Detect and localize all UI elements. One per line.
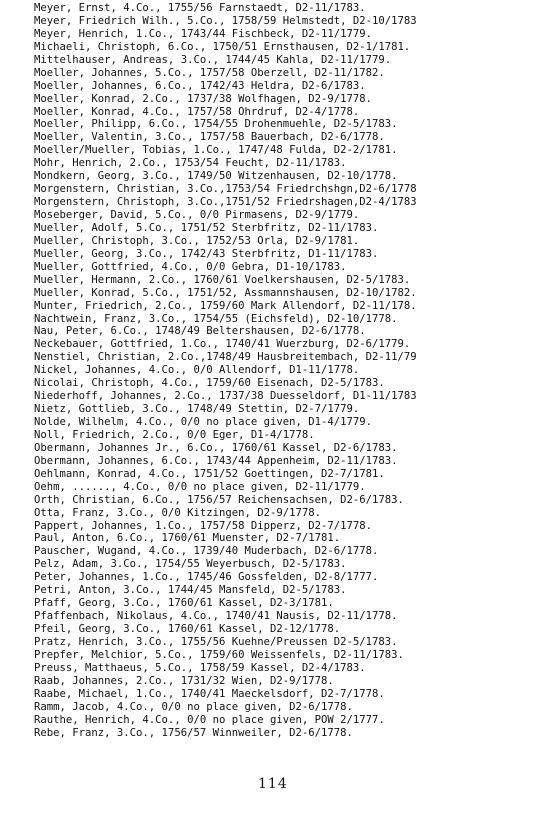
roster-entry: Mueller, Adolf, 5.Co., 1751/52 Sterbfritz, D2-11/1783. bbox=[34, 221, 379, 234]
roster-entry: Orth, Christian, 6.Co., 1756/57 Reichensachsen, D2-6/1783. bbox=[34, 493, 404, 506]
roster-entry: Pfaffenbach, Nikolaus, 4.Co., 1740/41 Nausis, D2-11/1778. bbox=[34, 610, 398, 623]
roster-entry: Rauthe, Henrich, 4.Co., 0/0 no place given, POW 2/1777. bbox=[34, 713, 385, 726]
roster-entry: Peter, Johannes, 1.Co., 1745/46 Gossfelden, D2-8/1777. bbox=[34, 571, 379, 584]
roster-entry: Pfaff, Georg, 3.Co., 1760/61 Kassel, D2-3/1781. bbox=[34, 597, 334, 610]
roster-entry: Meyer, Ernst, 4.Co., 1755/56 Farnstaedt, D2-11/1783. bbox=[34, 2, 366, 14]
roster-entry: Moeller/Mueller, Tobias, 1.Co., 1747/48 Fulda, D2-2/1781. bbox=[34, 144, 398, 157]
roster-entry: Munter, Friedrich, 2.Co., 1759/60 Mark Allendorf, D2-11/178. bbox=[34, 299, 417, 312]
roster-entry: Moeller, Konrad, 4.Co., 1757/58 Ohrdruf, D2-4/1778. bbox=[34, 105, 360, 118]
roster-entry: Moeller, Philipp, 6.Co., 1754/55 Drohenmuehle, D2-5/1783. bbox=[34, 118, 398, 131]
roster-entry: Obermann, Johannes, 6.Co., 1743/44 Appenheim, D2-11/1783. bbox=[34, 454, 398, 467]
roster-entry: Raabe, Michael, 1.Co., 1740/41 Maeckelsdorf, D2-7/1778. bbox=[34, 687, 385, 700]
roster-entry: Nickel, Johannes, 4.Co., 0/0 Allendorf, D1-11/1778. bbox=[34, 364, 360, 377]
roster-entry: Pfeil, Georg, 3.Co., 1760/61 Kassel, D2-12/1778. bbox=[34, 623, 341, 635]
roster-entry: Mueller, Gottfried, 4.Co., 0/0 Gebra, D1-10/1783. bbox=[34, 260, 347, 273]
roster-entry: Preuss, Matthaeus, 5.Co., 1758/59 Kassel, D2-4/1783. bbox=[34, 661, 366, 674]
page-number: 114 bbox=[258, 776, 288, 792]
roster-entry: Nenstiel, Christian, 2.Co.,1748/49 Hausbreitembach, D2-11/79 bbox=[34, 351, 417, 364]
roster-entry: Meyer, Henrich, 1.Co., 1743/44 Fischbeck, D2-11/1779. bbox=[34, 27, 373, 40]
roster-entry: Moeller, Valentin, 3.Co., 1757/58 Bauerbach, D2-6/1778. bbox=[34, 131, 385, 144]
roster-entry: Mittelhauser, Andreas, 3.Co., 1744/45 Kahla, D2-11/1779. bbox=[34, 53, 392, 66]
roster-entry: Pratz, Henrich, 3.Co., 1755/56 Kuehne/Preussen D2-5/1783. bbox=[34, 635, 398, 648]
roster-entry: Oehlmann, Konrad, 4.Co., 1751/52 Goettingen, D2-7/1781. bbox=[34, 467, 385, 480]
roster-entry: Petri, Anton, 3.Co., 1744/45 Mansfeld, D2-5/1783. bbox=[34, 584, 347, 597]
roster-entry: Otta, Franz, 3.Co., 0/0 Kitzingen, D2-9/1778. bbox=[34, 506, 322, 519]
roster-entry: Mondkern, Georg, 3.Co., 1749/50 Witzenhausen, D2-10/1778. bbox=[34, 170, 398, 183]
roster-entry: Mohr, Henrich, 2.Co., 1753/54 Feucht, D2-11/1783. bbox=[34, 157, 347, 170]
roster-entry: Paul, Anton, 6.Co., 1760/61 Muenster, D2-7/1781. bbox=[34, 532, 341, 545]
roster-entry: Mueller, Georg, 3.Co., 1742/43 Sterbfritz, D1-11/1783. bbox=[34, 247, 379, 260]
roster-entry: Michaeli, Christoph, 6.Co., 1750/51 Ernsthausen, D2-1/1781. bbox=[34, 40, 411, 53]
roster-entry-list bbox=[34, 2, 549, 739]
roster-entry: Nietz, Gottlieb, 3.Co., 1748/49 Stettin, D2-7/1779. bbox=[34, 403, 360, 416]
roster-entry: Moeller, Johannes, 5.Co., 1757/58 Oberzell, D2-11/1782. bbox=[34, 66, 385, 79]
roster-entry: Moseberger, David, 5.Co., 0/0 Pirmasens, D2-9/1779. bbox=[34, 209, 360, 221]
roster-entry: Moeller, Johannes, 6.Co., 1742/43 Heldra, D2-6/1783. bbox=[34, 79, 366, 92]
roster-entry: Neckebauer, Gottfried, 1.Co., 1740/41 Wuerzburg, D2-6/1779. bbox=[34, 338, 411, 351]
roster-entry: Nau, Peter, 6.Co., 1748/49 Beltershausen, D2-6/1778. bbox=[34, 325, 366, 338]
roster-entry: Nolde, Wilhelm, 4.Co., 0/0 no place given, D1-4/1779. bbox=[34, 416, 373, 428]
roster-entry: Mueller, Christoph, 3.Co., 1752/53 Orla, D2-9/1781. bbox=[34, 234, 360, 247]
roster-entry: Raab, Johannes, 2.Co., 1731/32 Wien, D2-9/1778. bbox=[34, 674, 334, 687]
roster-entry: Obermann, Johannes Jr., 6.Co., 1760/61 Kassel, D2-6/1783. bbox=[34, 441, 398, 454]
roster-entry: Moeller, Konrad, 2.Co., 1737/38 Wolfhagen, D2-9/1778. bbox=[34, 92, 373, 105]
roster-entry: Morgenstern, Christoph, 3.Co.,1751/52 Friedrshagen,D2-4/1783 bbox=[34, 196, 417, 209]
roster-entry: Niederhoff, Johannes, 2.Co., 1737/38 Duesseldorf, D1-11/1783 bbox=[34, 390, 417, 403]
roster-entry: Morgenstern, Christian, 3.Co.,1753/54 Friedrchshgn,D2-6/1778 bbox=[34, 183, 417, 196]
roster-entry: Pauscher, Wugand, 4.Co., 1739/40 Muderbach, D2-6/1778. bbox=[34, 545, 379, 558]
roster-entry: Mueller, Hermann, 2.Co., 1760/61 Voelkershausen, D2-5/1783. bbox=[34, 273, 411, 286]
roster-entry: Pappert, Johannes, 1.Co., 1757/58 Dipperz, D2-7/1778. bbox=[34, 519, 373, 532]
roster-entry: Ramm, Jacob, 4.Co., 0/0 no place given, D2-6/1778. bbox=[34, 700, 353, 713]
roster-entry: Rebe, Franz, 3.Co., 1756/57 Winnweiler, D2-6/1778. bbox=[34, 726, 353, 739]
roster-entry: Pelz, Adam, 3.Co., 1754/55 Weyerbusch, D2-5/1783. bbox=[34, 558, 347, 571]
roster-entry: Nicolai, Christoph, 4.Co., 1759/60 Eisenach, D2-5/1783. bbox=[34, 377, 385, 390]
roster-entry: Mueller, Konrad, 5.Co., 1751/52, Assmannshausen, D2-10/1782. bbox=[34, 286, 417, 299]
roster-entry: Meyer, Friedrich Wilh., 5.Co., 1758/59 Helmstedt, D2-10/1783 bbox=[34, 14, 417, 27]
roster-entry: Noll, Friedrich, 2.Co., 0/0 Eger, D1-4/1778. bbox=[34, 428, 315, 441]
roster-entry: Oehm, ......, 4.Co., 0/0 no place given, D2-11/1779. bbox=[34, 480, 366, 493]
roster-entry: Nachtwein, Franz, 3.Co., 1754/55 (Eichsfeld), D2-10/1778. bbox=[34, 312, 398, 325]
roster-entry: Prepfer, Melchior, 5.Co., 1759/60 Weissenfels, D2-11/1783. bbox=[34, 648, 404, 661]
